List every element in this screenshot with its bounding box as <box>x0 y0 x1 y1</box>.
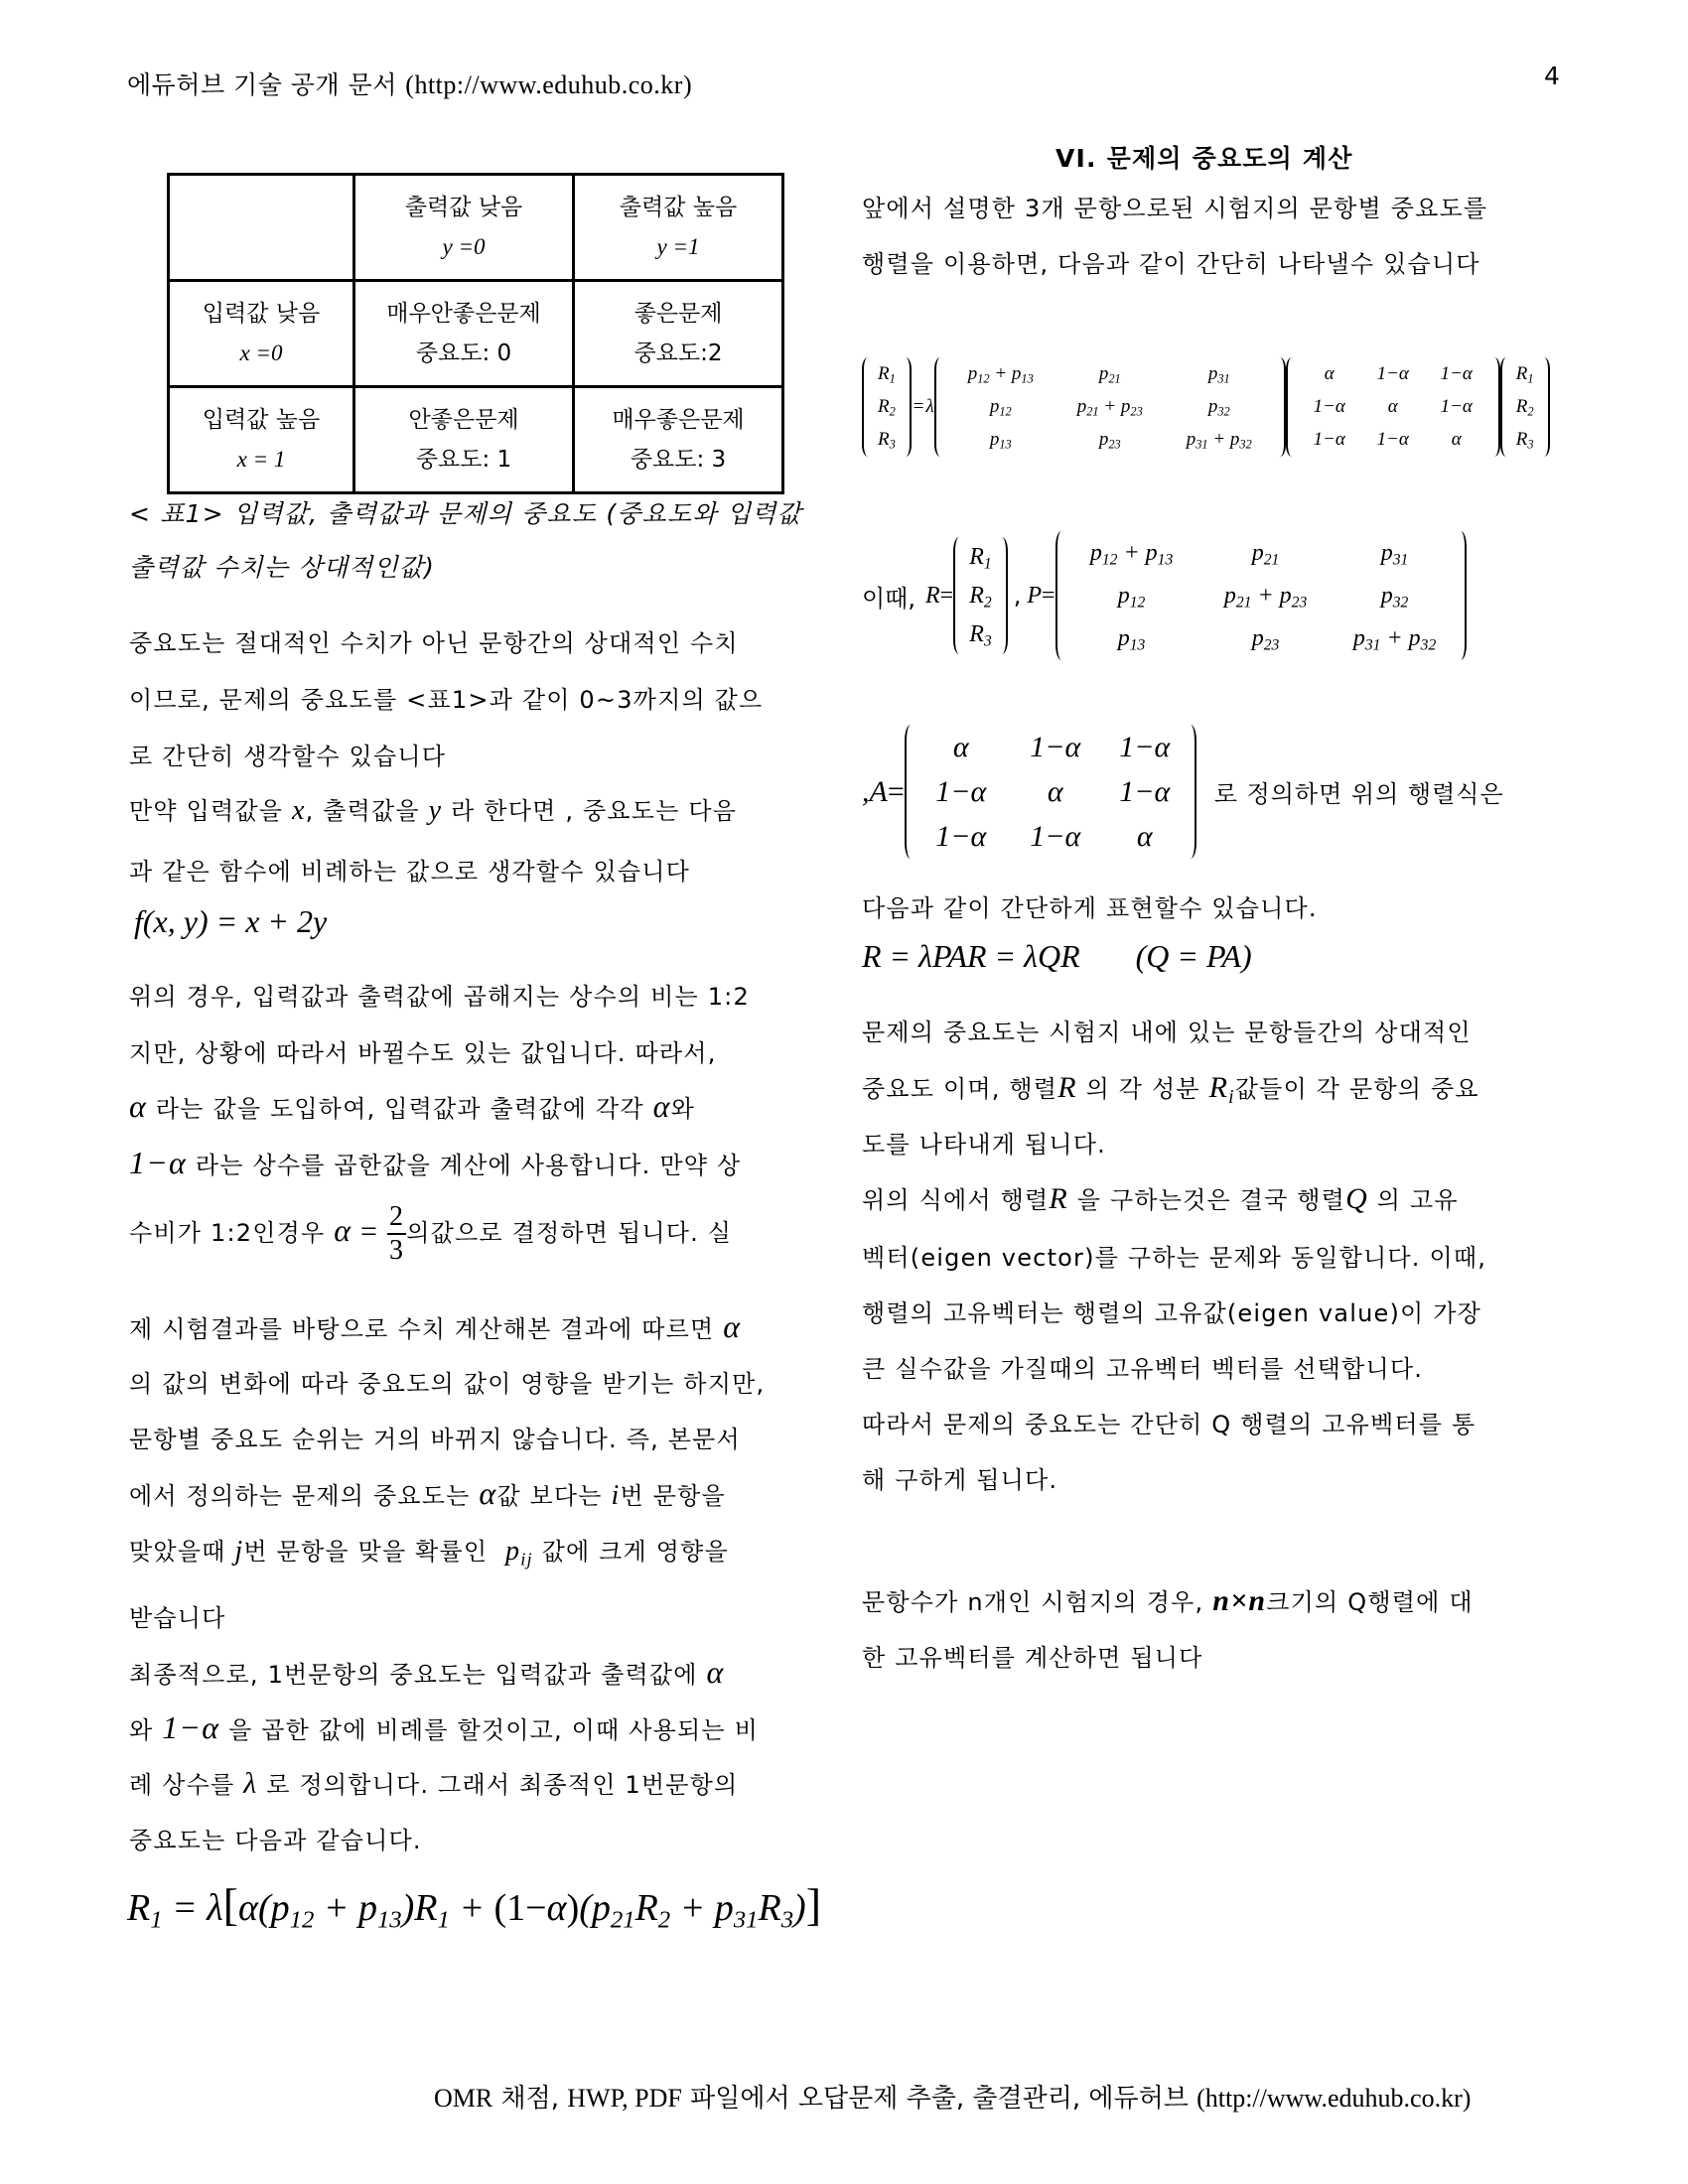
paragraph-line: 수비가 1:2인경우 α = $\frac{2}{3}$ 의값으로 결정하면 됩니다. 실 <box>129 1201 733 1266</box>
table-header-cell: 출력값 낮음 y =0 <box>354 175 574 281</box>
header-url[interactable]: (http://www.eduhub.co.kr) <box>405 70 693 99</box>
matrix-cell: α <box>1387 396 1398 417</box>
definition-a: ,A = α 1−α 1−α 1−α α 1−α 1−α 1−α α 로 정의하면 위의 행렬식은 <box>862 725 1504 859</box>
matrix-cell: 1−α <box>1119 774 1171 808</box>
matrix-a <box>905 725 1196 859</box>
matrix-p <box>1055 531 1467 660</box>
paragraph-line: 1−α 라는 상수를 곱한값을 계산에 사용합니다. 만약 상 <box>129 1145 742 1180</box>
table-corner-cell <box>169 175 354 281</box>
y-var: y =0 <box>442 234 486 259</box>
table-row <box>169 387 783 493</box>
matrix-cell: $p_{23}$ <box>1098 429 1121 452</box>
page-number: 4 <box>1544 62 1560 90</box>
paragraph-line: 다음과 같이 간단하게 표현할수 있습니다. <box>862 894 1318 922</box>
matrix-cell: $p_{12}$ <box>989 396 1012 419</box>
matrix-cell: $p_{12} + p_{13}$ <box>967 363 1034 386</box>
matrix-cell: 1−α <box>1030 730 1081 763</box>
paragraph-line: 의 값의 변화에 따라 중요도의 값이 영향을 받기는 하지만, <box>129 1370 766 1398</box>
paragraph-line: 만약 입력값을 x, 출력값을 y 라 한다면 , 중요도는 다음 <box>129 795 738 826</box>
matrix-cell: 1−α <box>935 774 987 808</box>
definition-r-p: 이때, R = $R_1$ $R_2$ $R_3$ , P = $p_{12} + p_{13}$ $p_{21}$ $p_{31}$ $p_{12}$ $p_{21} + p_{23}$ $p_{32}$ $p_{13}$ $p_{23}$ $p_{31} + p_{32}$ <box>862 531 1467 660</box>
matrix-cell: α <box>1451 429 1462 450</box>
importance-table <box>167 173 784 494</box>
paragraph-line: 중요도 이며, 행렬R 의 각 성분 $R_i$값들이 각 문항의 중요 <box>862 1071 1479 1108</box>
paragraph-line: 과 같은 함수에 비례하는 값으로 생각할수 있습니다 <box>129 858 691 886</box>
paragraph-line: 문항별 중요도 순위는 거의 바뀌지 않습니다. 즉, 본문서 <box>129 1426 741 1453</box>
matrix-cell: 1−α <box>1376 363 1409 384</box>
matrix-cell: $p_{12} + p_{13}$ <box>1089 539 1174 569</box>
matrix-cell: 1−α <box>1376 429 1409 450</box>
table-row-label: 입력값 낮음 x =0 <box>169 281 354 387</box>
paragraph-line: 해 구하게 됩니다. <box>862 1466 1058 1494</box>
matrix-cell: $p_{13}$ <box>989 429 1012 452</box>
table-header-cell: 출력값 높음 y =1 <box>574 175 783 281</box>
equation-main: R = λPAR = λQR (Q = PA) <box>862 938 1252 974</box>
table-row-label: 입력값 높음 x = 1 <box>169 387 354 493</box>
matrix-cell: 1−α <box>935 819 987 853</box>
matrix-cell: 1−α <box>1313 429 1345 450</box>
table-cell: 안좋은문제 중요도: 1 <box>354 387 574 493</box>
paragraph-line: 에서 정의하는 문제의 중요도는 α값 보다는 i번 문항을 <box>129 1475 726 1511</box>
matrix-cell: $p_{21} + p_{23}$ <box>1076 396 1143 419</box>
paragraph-line: 례 상수를 λ 로 정의합니다. 그래서 최종적인 1번문항의 <box>129 1767 739 1800</box>
matrix-a <box>1286 357 1500 457</box>
math-one-minus-alpha: 1−α <box>129 1145 187 1180</box>
paragraph-line: 문항수가 n개인 시험지의 경우, n×n크기의 Q행렬에 대 <box>862 1584 1474 1617</box>
matrix-cell: $p_{12}$ <box>1117 582 1146 612</box>
math-alpha: α <box>334 1212 352 1248</box>
table-cell: 매우안좋은문제 중요도: 0 <box>354 281 574 387</box>
math-y: y <box>428 795 443 826</box>
matrix-cell: $p_{21}$ <box>1098 363 1121 386</box>
header-title-korean: 에듀허브 기술 공개 문서 <box>127 70 397 99</box>
table-caption-line2: 출력값 수치는 상대적인값) <box>129 553 436 582</box>
table-row <box>169 281 783 387</box>
paragraph-line: 지만, 상황에 따라서 바뀔수도 있는 값입니다. 따라서, <box>129 1039 717 1067</box>
matrix-cell: α <box>1136 819 1153 853</box>
section-title: VI. 문제의 중요도의 계산 <box>1055 144 1353 173</box>
y-var: y =1 <box>656 234 700 259</box>
matrix-cell: α <box>1324 363 1335 384</box>
matrix-cell: α <box>952 730 969 763</box>
paragraph-line: 최종적으로, 1번문항의 중요도는 입력값과 출력값에 α <box>129 1654 725 1690</box>
paragraph-line: 제 시험결과를 바탕으로 수치 계산해본 결과에 따르면 α <box>129 1308 742 1344</box>
vector-r: $R_1$ $R_2$ $R_3$ <box>1500 357 1550 457</box>
matrix-cell: $p_{32}$ <box>1380 582 1409 612</box>
equation-f: f(x, y) = x + 2y <box>134 903 328 939</box>
table-header-row <box>169 175 783 281</box>
matrix-cell: $p_{31}$ <box>1207 363 1230 386</box>
paragraph-line: 앞에서 설명한 3개 문항으로된 시험지의 문항별 중요도를 <box>862 195 1488 222</box>
paragraph-line: 행렬의 고유벡터는 행렬의 고유값(eigen value)이 가장 <box>862 1299 1481 1327</box>
paragraph-line: 위의 식에서 행렬R 을 구하는것은 결국 행렬Q 의 고유 <box>862 1182 1459 1215</box>
matrix-equation: $R_1$ $R_2$ $R_3$ = λ $p_{12} + p_{13}$ $p_{21}$ $p_{31}$ $p_{12}$ $p_{21} + p_{23}$ $p_{32}$ $p_{13}$ $p_{23}$ $p_{31} + p_{32}$ α 1−α 1−α 1−α α 1−α 1−α 1−α α $R_1$ $R_2$ $R_3$ <box>862 357 1550 457</box>
matrix-cell: $p_{31}$ <box>1380 539 1409 569</box>
header-title <box>127 66 692 101</box>
paragraph-line: 행렬을 이용하면, 다음과 같이 간단히 나타낼수 있습니다 <box>862 250 1480 278</box>
math-x: x <box>291 795 306 826</box>
vector-r: $R_1$ $R_2$ $R_3$ <box>862 357 912 457</box>
equation-r1: $R_1 = \lambda[\alpha(p_{12} + p_{13})R_1 + (1-\alpha)(p_{21}R_2 + p_{31}R_3)]$ <box>127 1879 822 1934</box>
paragraph-line: 로 간단히 생각할수 있습니다 <box>129 743 447 770</box>
matrix-cell: 1−α <box>1440 396 1473 417</box>
matrix-cell: 1−α <box>1119 730 1171 763</box>
paragraph-line: 이므로, 문제의 중요도를 <표1>과 같이 0~3까지의 값으 <box>129 686 764 714</box>
paragraph-line: 중요도는 절대적인 수치가 아닌 문항간의 상대적인 수치 <box>129 629 739 657</box>
paragraph-line: 맞았을때 j번 문항을 맞을 확률인 $p_{ij}$ 값에 크게 영향을 <box>129 1536 729 1570</box>
footer-url[interactable]: (http://www.eduhub.co.kr) <box>1196 2084 1472 2113</box>
table-cell: 매우좋은문제 중요도: 3 <box>574 387 783 493</box>
paragraph-line: 벡터(eigen vector)를 구하는 문제와 동일합니다. 이때, <box>862 1244 1487 1272</box>
matrix-cell: $p_{32}$ <box>1207 396 1230 419</box>
paragraph-line: α 라는 값을 도입하여, 입력값과 출력값에 각각 α와 <box>129 1088 695 1124</box>
math-alpha: α <box>129 1088 147 1124</box>
paragraph-line: 위의 경우, 입력값과 출력값에 곱해지는 상수의 비는 1:2 <box>129 983 750 1011</box>
matrix-cell: 1−α <box>1030 819 1081 853</box>
matrix-cell: $p_{13}$ <box>1117 624 1146 654</box>
paragraph-line: 와 1−α 을 곱한 값에 비례를 할것이고, 이때 사용되는 비 <box>129 1709 760 1745</box>
matrix-cell: $p_{31} + p_{32}$ <box>1352 624 1437 654</box>
math-alpha: α <box>652 1088 671 1124</box>
table-cell: 좋은문제 중요도:2 <box>574 281 783 387</box>
paragraph-line: 문제의 중요도는 시험지 내에 있는 문항들간의 상대적인 <box>862 1019 1472 1046</box>
paragraph-line: 한 고유벡터를 계산하면 됩니다 <box>862 1644 1203 1672</box>
matrix-p <box>934 357 1286 457</box>
table-caption-line1: < 표1> 입력값, 출력값과 문제의 중요도 (중요도와 입력값 <box>129 499 802 528</box>
matrix-cell: α <box>1047 774 1063 808</box>
paragraph-line: 중요도는 다음과 같습니다. <box>129 1827 422 1854</box>
vector-r: $R_1$ $R_2$ $R_3$ <box>953 537 1007 654</box>
matrix-cell: $p_{23}$ <box>1251 624 1280 654</box>
fraction-two-thirds: $\frac{2}{3}$ <box>389 1201 405 1266</box>
matrix-cell: 1−α <box>1313 396 1345 417</box>
matrix-cell: $p_{21} + p_{23}$ <box>1223 582 1308 612</box>
paragraph-line: 도를 나타내게 됩니다. <box>862 1131 1106 1159</box>
paragraph-line: 따라서 문제의 중요도는 간단히 Q 행렬의 고유벡터를 통 <box>862 1411 1477 1438</box>
footer: OMR 채점, HWP, PDF 파일에서 오답문제 추출, 출결관리, 에듀허브 (http://www.eduhub.co.kr) <box>434 2084 1472 2114</box>
matrix-cell: $p_{21}$ <box>1251 539 1280 569</box>
matrix-cell: 1−α <box>1440 363 1473 384</box>
matrix-cell: $p_{31} + p_{32}$ <box>1186 429 1252 452</box>
paragraph-line: 받습니다 <box>129 1604 226 1632</box>
paragraph-line: 큰 실수값을 가질때의 고유벡터 벡터를 선택합니다. <box>862 1355 1424 1383</box>
